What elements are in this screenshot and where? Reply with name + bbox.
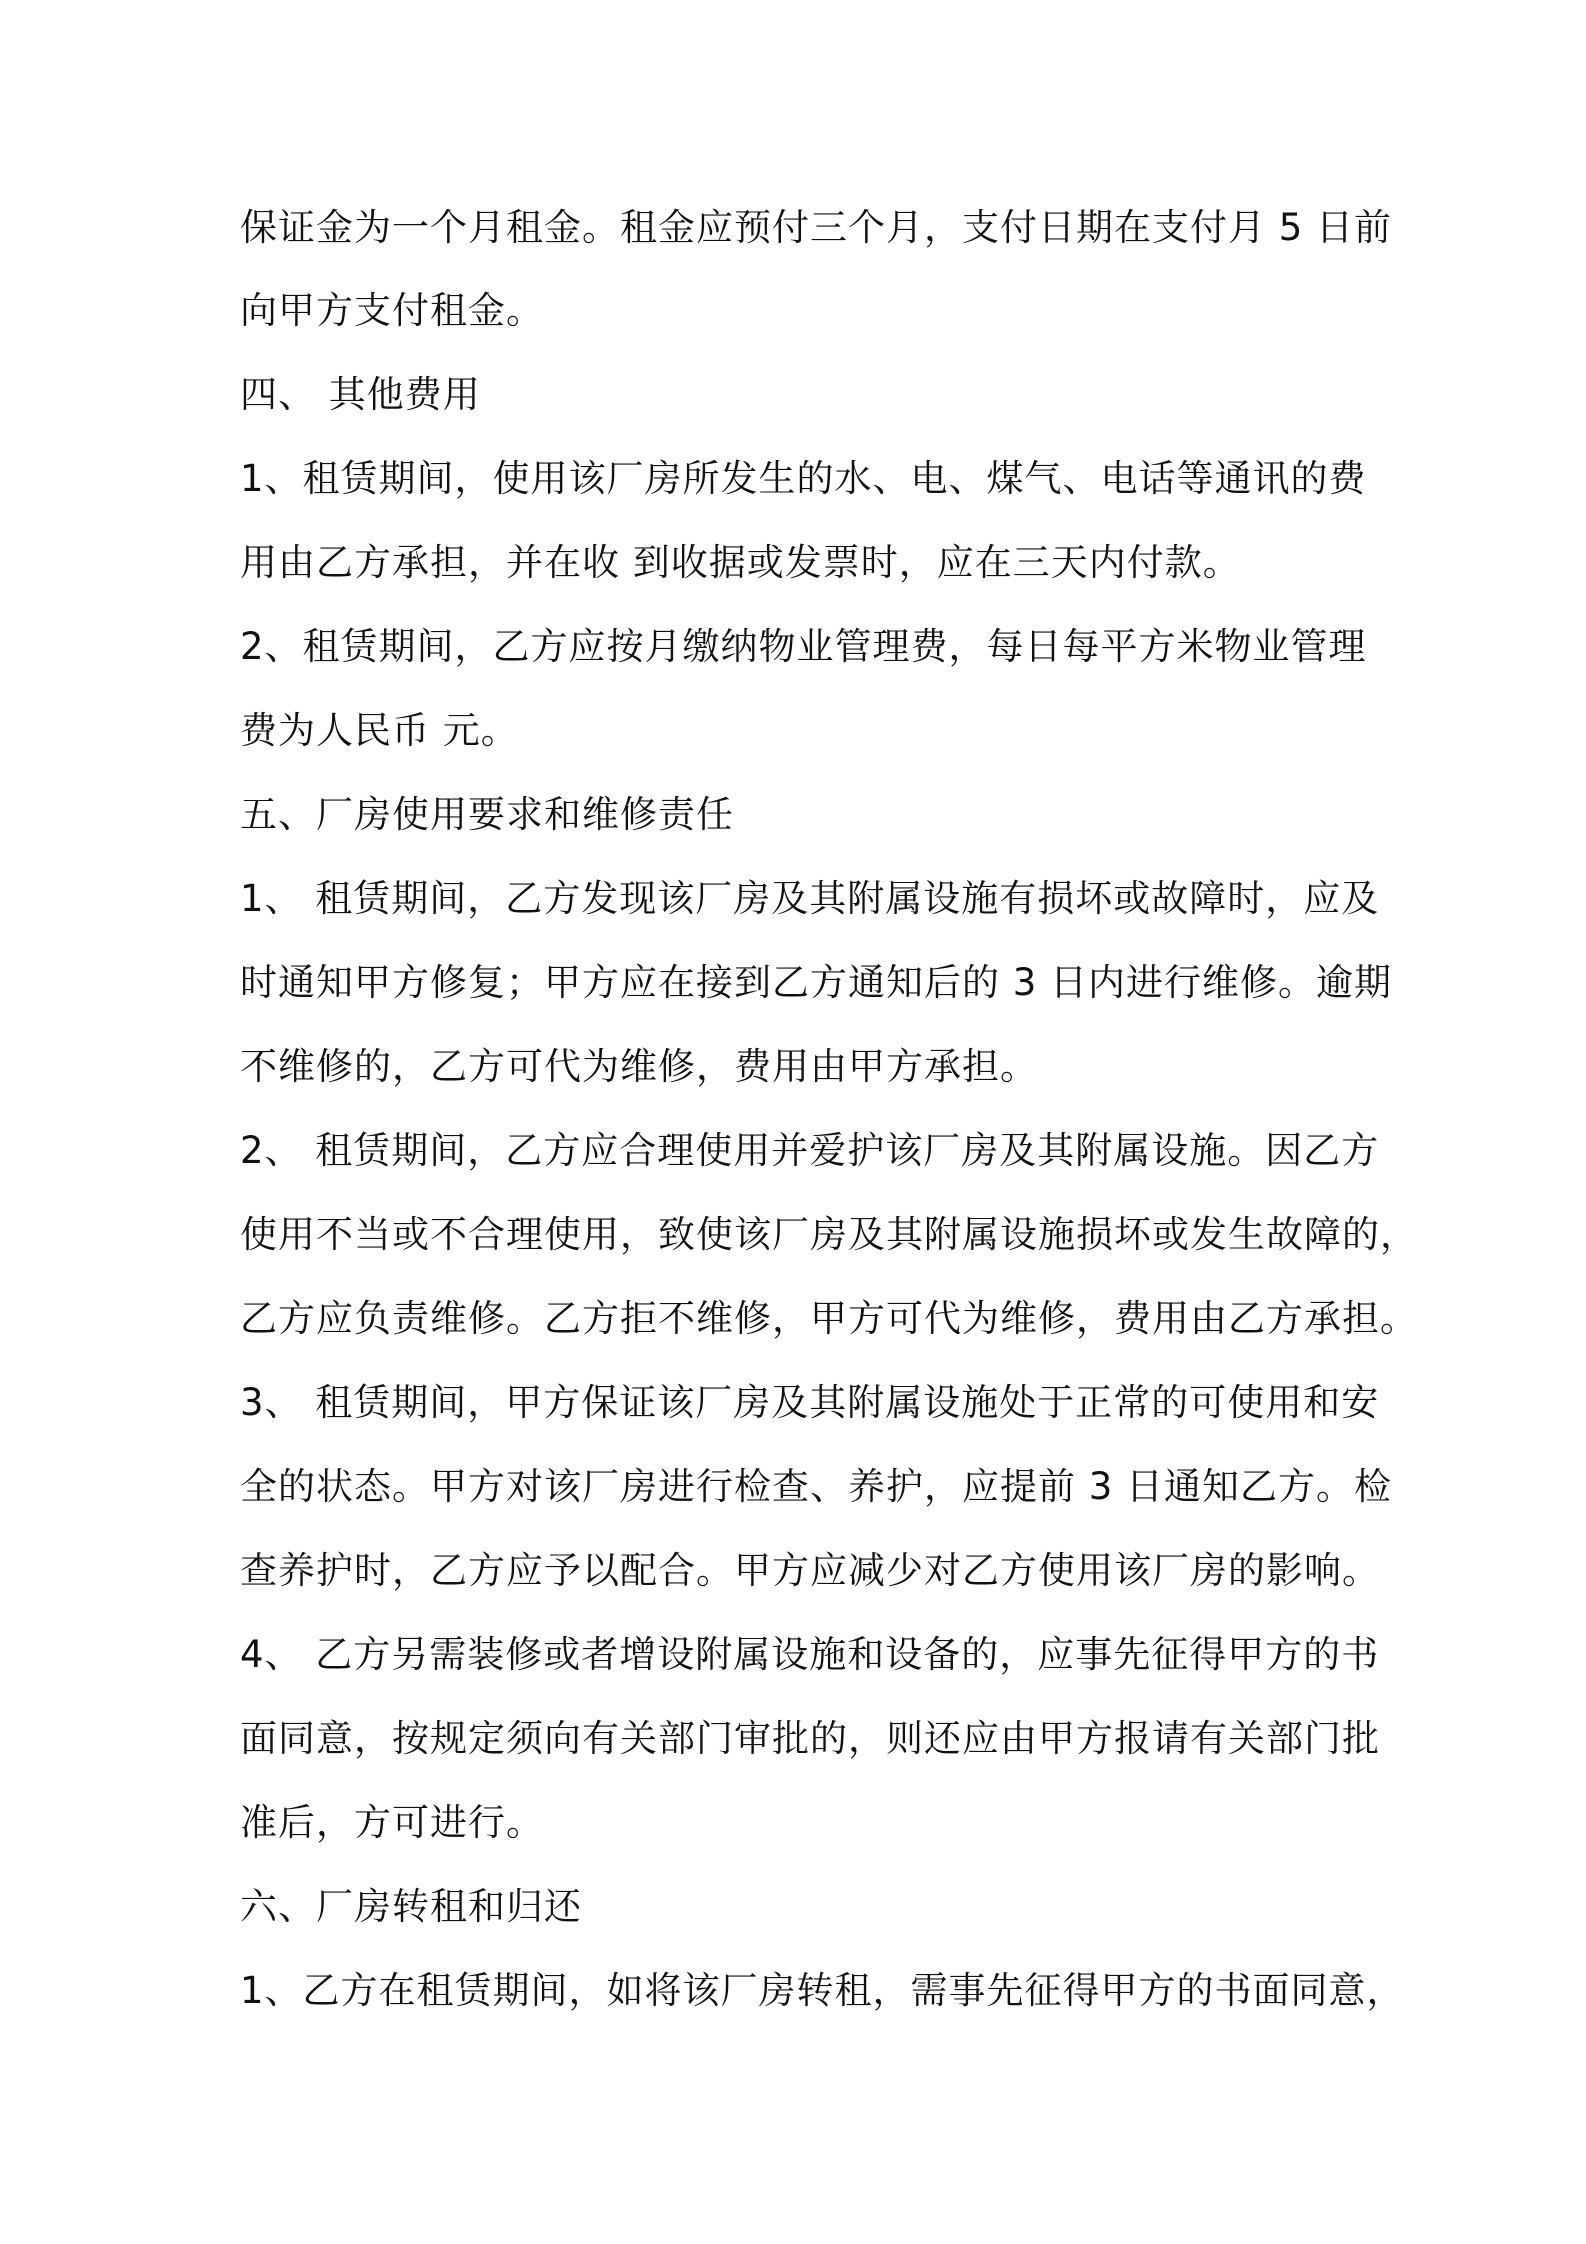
- text-line: 费为人民币 元。: [240, 709, 519, 752]
- text-line: 乙方应负责维修。乙方拒不维修，甲方可代为维修，费用由乙方承担。: [240, 1297, 1418, 1340]
- text-line: 4、 乙方另需装修或者增设附属设施和设备的，应事先征得甲方的书: [240, 1633, 1380, 1676]
- text-line: 用由乙方承担，并在收 到收据或发票时，应在三天内付款。: [240, 541, 1241, 584]
- text-line: 3、 租赁期间，甲方保证该厂房及其附属设施处于正常的可使用和安: [240, 1381, 1380, 1424]
- text-line: 面同意，按规定须向有关部门审批的，则还应由甲方报请有关部门批: [240, 1717, 1380, 1760]
- text-line: 查养护时，乙方应予以配合。甲方应减少对乙方使用该厂房的影响。: [240, 1549, 1380, 1592]
- text-line: 1、租赁期间，使用该厂房所发生的水、电、煤气、电话等通讯的费: [240, 457, 1367, 500]
- text-line: 准后，方可进行。: [240, 1801, 544, 1844]
- text-line: 使用不当或不合理使用，致使该厂房及其附属设施损坏或发生故障的，: [240, 1213, 1418, 1256]
- text-line: 全的状态。甲方对该厂房进行检查、养护，应提前 3 日通知乙方。检: [240, 1465, 1393, 1508]
- text-line: 1、乙方在租赁期间，如将该厂房转租，需事先征得甲方的书面同意，: [240, 1969, 1405, 2012]
- section-heading-usage-maintenance: 五、厂房使用要求和维修责任: [240, 793, 734, 836]
- text-line: 2、租赁期间，乙方应按月缴纳物业管理费，每日每平方米物业管理: [240, 625, 1367, 668]
- text-line: 不维修的，乙方可代为维修，费用由甲方承担。: [240, 1045, 1038, 1088]
- text-line: 保证金为一个月租金。租金应预付三个月，支付日期在支付月 5 日前: [240, 206, 1393, 249]
- section-heading-sublease-return: 六、厂房转租和归还: [240, 1885, 582, 1928]
- text-line: 2、 租赁期间，乙方应合理使用并爱护该厂房及其附属设施。因乙方: [240, 1129, 1380, 1172]
- text-line: 时通知甲方修复；甲方应在接到乙方通知后的 3 日内进行维修。逾期: [240, 961, 1393, 1004]
- text-line: 向甲方支付租金。: [240, 289, 544, 332]
- section-heading-other-fees: 四、 其他费用: [240, 373, 481, 416]
- text-line: 1、 租赁期间，乙方发现该厂房及其附属设施有损坏或故障时，应及: [240, 877, 1380, 920]
